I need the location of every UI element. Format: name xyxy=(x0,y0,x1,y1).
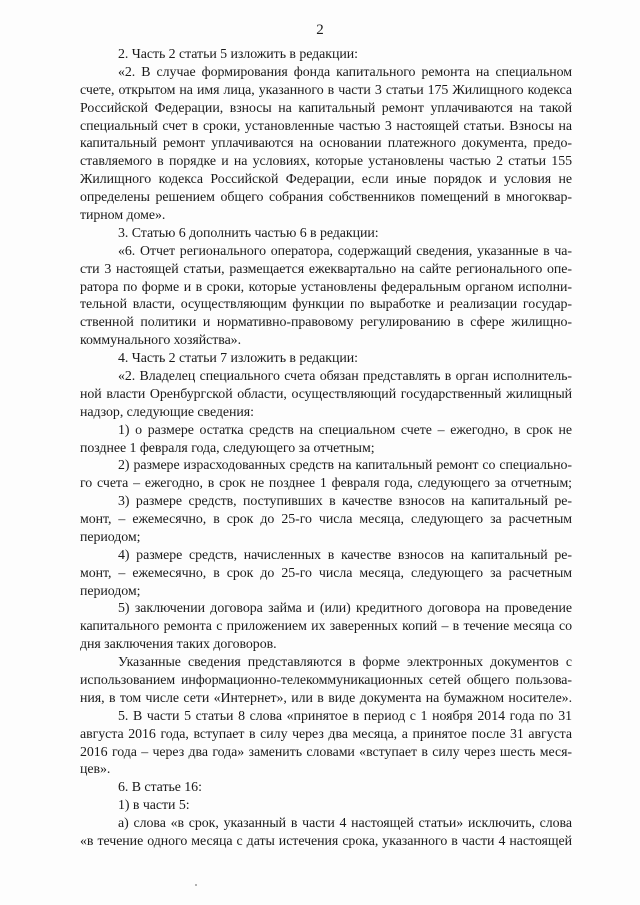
text-line: 5. В части 5 статьи 8 слова «принятое в период с 1 ноября 2014 года по 31 xyxy=(118,709,572,724)
text-line: надзор, следующие сведения: xyxy=(80,405,254,420)
scan-speck xyxy=(195,884,197,886)
text-line: капитальный ремонт уплачиваются на основании платежного документа, предо- xyxy=(80,136,572,151)
text-line: го счета – ежегодно, в срок не позднее 1 февраля года, следующего за отчетным; xyxy=(80,476,572,491)
text-line: ния, в том числе сети «Интернет», или в виде документа на бумажном носителе». xyxy=(80,691,572,706)
text-line: периодом; xyxy=(80,584,141,599)
text-line: монт, – ежемесячно, в срок до 25-го числа месяца, следующего за расчетным xyxy=(80,512,572,527)
page-number: 2 xyxy=(316,22,324,38)
text-line: 6. В статье 16: xyxy=(118,780,202,795)
text-line: Указанные сведения представляются в форме электронных документов с xyxy=(118,655,572,670)
text-line: дня заключения таких договоров. xyxy=(80,637,277,652)
text-line: а) слова «в срок, указанный в части 4 настоящей статьи» исключить, слова xyxy=(118,816,572,831)
text-line: ставляемого в порядке и на условиях, которые установлены частью 2 статьи 155 xyxy=(80,154,572,169)
text-line: 4. Часть 2 статьи 7 изложить в редакции: xyxy=(118,351,358,366)
text-line: Российской Федерации, взносы на капитальный ремонт уплачиваются на такой xyxy=(80,101,572,116)
text-line: августа 2016 года, вступает в силу через два месяца, а принятое после 31 августа xyxy=(80,727,572,742)
text-line: «6. Отчет регионального оператора, содержащий сведения, указанные в ча- xyxy=(118,244,572,259)
text-line: «2. Владелец специального счета обязан представлять в орган исполнитель- xyxy=(118,369,572,384)
text-line: Жилищного кодекса Российской Федерации, если иные порядок и условия не xyxy=(80,172,572,187)
text-line: капитального ремонта с приложением их заверенных копий – в течение месяца со xyxy=(80,619,572,634)
text-line: 2) размере израсходованных средств на капитальный ремонт со специально- xyxy=(118,458,572,473)
text-line: ной власти Оренбургской области, осуществляющий государственный жилищный xyxy=(80,387,572,402)
text-line: сти 3 настоящей статьи, размещается ежеквартально на сайте регионального опе- xyxy=(80,262,572,277)
text-line: счете, открытом на имя лица, указанного в части 3 статьи 175 Жилищного кодекса xyxy=(80,83,572,98)
text-line: 2. Часть 2 статьи 5 изложить в редакции: xyxy=(118,47,358,62)
text-line: 1) о размере остатка средств на специальном счете – ежегодно, в срок не xyxy=(118,423,572,438)
text-line: периодом; xyxy=(80,530,141,545)
text-line: ратора по форме и в сроки, которые установлены федеральным органом исполни- xyxy=(80,280,572,295)
text-line: 3) размере средств, поступивших в качестве взносов на капитальный ре- xyxy=(118,494,572,509)
text-line: позднее 1 февраля года, следующего за отчетным; xyxy=(80,441,375,456)
text-line: тирном доме». xyxy=(80,208,166,223)
text-line: коммунального хозяйства». xyxy=(80,333,242,348)
text-line: 3. Статью 6 дополнить частью 6 в редакции: xyxy=(118,226,379,241)
text-line: монт, – ежемесячно, в срок до 25-го числа месяца, следующего за расчетным xyxy=(80,566,572,581)
text-line: 5) заключении договора займа и (или) кредитного договора на проведение xyxy=(118,601,572,616)
text-line: 4) размере средств, начисленных в качестве взносов на капитальный ре- xyxy=(118,548,572,563)
text-line: 1) в части 5: xyxy=(118,798,190,813)
text-line: 2016 года – через два года» заменить словами «вступает в силу через шесть меся- xyxy=(80,745,572,760)
text-line: ственной политики и нормативно-правовому регулированию в сфере жилищно- xyxy=(80,315,572,330)
text-line: специальный счет в сроки, установленные частью 3 настоящей статьи. Взносы на xyxy=(80,119,572,134)
text-line: «в течение одного месяца с даты истечения срока, указанного в части 4 настоящей xyxy=(80,834,572,849)
text-line: «2. В случае формирования фонда капитального ремонта на специальном xyxy=(118,65,572,80)
text-line: определены решением общего собрания собственников помещений в многоквар- xyxy=(80,190,572,205)
text-line: тельной власти, осуществляющим функции по выработке и реализации государ- xyxy=(80,297,572,312)
text-line: цев». xyxy=(80,762,111,777)
text-line: использованием информационно-телекоммуникационных сетей общего пользова- xyxy=(80,673,572,688)
